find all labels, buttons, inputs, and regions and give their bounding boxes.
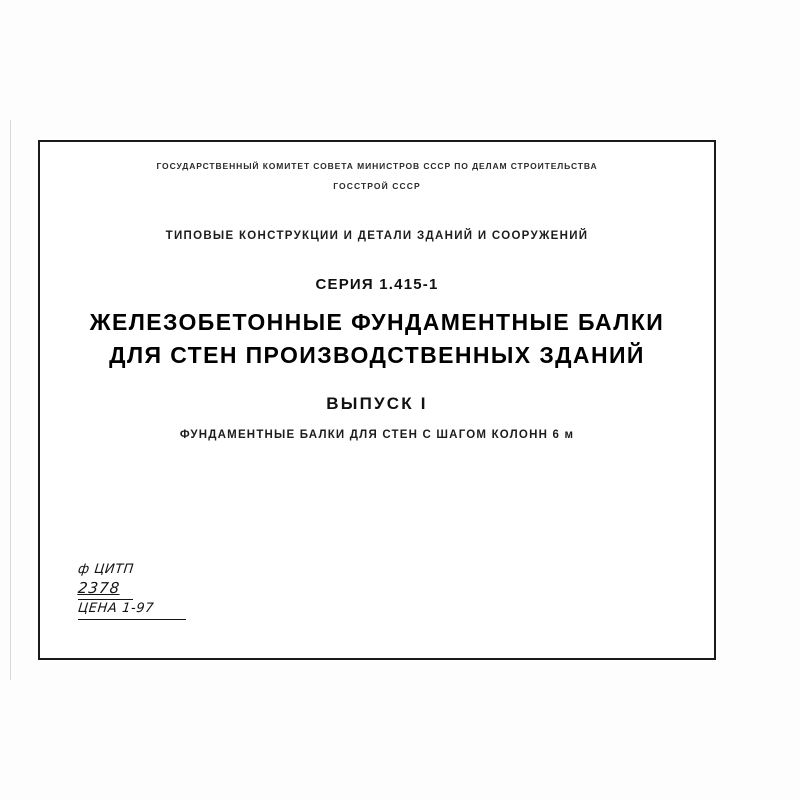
document-subtitle: ТИПОВЫЕ КОНСТРУКЦИИ И ДЕТАЛИ ЗДАНИЙ И СООРУЖЕНИЙ	[165, 230, 589, 242]
organization-block	[40, 160, 714, 193]
stamp-line-3: ЦЕНА 1-97	[77, 601, 155, 616]
issue-number: ВЫПУСК I	[326, 394, 428, 413]
organization-line-1: ГОСУДАРСТВЕННЫЙ КОМИТЕТ СОВЕТА МИНИСТРОВ СССР ПО ДЕЛАМ СТРОИТЕЛЬСТВА	[156, 161, 598, 171]
page-title	[40, 306, 714, 371]
issue-description: ФУНДАМЕНТНЫЕ БАЛКИ ДЛЯ СТЕН С ШАГОМ КОЛОНН 6 м	[179, 429, 575, 441]
scan-edge-line	[10, 120, 11, 680]
handwritten-stamp	[78, 562, 208, 616]
page-title-line-1: ЖЕЛЕЗОБЕТОННЫЕ ФУНДАМЕНТНЫЕ БАЛКИ	[89, 309, 665, 335]
stamp-line-1: ф ЦИТП	[77, 562, 135, 577]
series-number: СЕРИЯ 1.415-1	[315, 276, 439, 293]
organization-line-2: ГОССТРОЙ СССР	[333, 180, 421, 191]
stamp-underline-lower	[78, 619, 186, 620]
stamp-line-2: 2378	[77, 579, 122, 597]
page-title-line-2: ДЛЯ СТЕН ПРОИЗВОДСТВЕННЫХ ЗДАНИЙ	[109, 341, 645, 368]
title-page-frame	[38, 140, 716, 660]
stamp-underline-upper	[78, 599, 133, 600]
